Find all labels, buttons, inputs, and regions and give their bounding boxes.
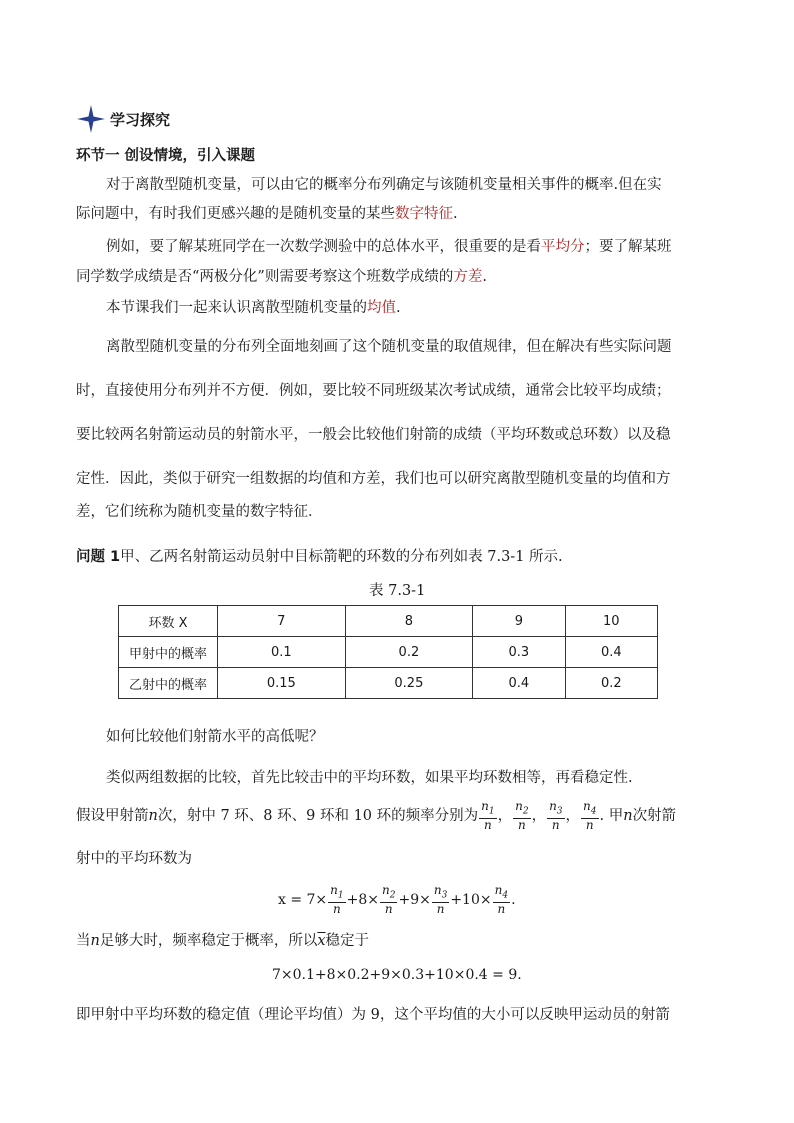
paragraph-3: 本节课我们一起来认识离散型随机变量的均值. [106, 300, 401, 316]
row-label: 乙射中的概率 [119, 668, 218, 699]
table-cell: 0.1 [218, 637, 346, 668]
paragraph-1-line-1: 对于离散型随机变量，可以由它的概率分布列确定与该随机变量相关事件的概率.但在实 [106, 177, 662, 193]
table-header-label: 环数 X [119, 606, 218, 637]
paragraph-8: 即甲射中平均环数的稳定值（理论平均值）为 9，这个平均值的大小可以反映甲运动员的射箭 [76, 1007, 670, 1023]
distribution-table [118, 605, 658, 699]
highlight-term: 均值 [367, 300, 396, 316]
fraction: $\frac{n_1}{n}$ [330, 883, 344, 917]
table-cell: 0.25 [345, 668, 473, 699]
formula-mean: x = 7× $\frac{n_1}{n}$ +8× $\frac{n_2}{n}$ +9× $\frac{n_3}{n}$ +10× $\frac{n_4}{n}$ . [278, 883, 516, 917]
paragraph-6-line-1: 假设甲射箭 n 次，射中 7 环、8 环、9 环和 10 环的频率分别为 $\frac{n_1}{n}$ ， $\frac{n_2}{n}$ ， $\frac{n_3}{n}$ ， $\frac{n_4}{n}$ . 甲 n 次射箭 [76, 799, 677, 833]
table-cell: 0.4 [473, 668, 565, 699]
table-cell: 0.15 [218, 668, 346, 699]
table-header-cell: 10 [565, 606, 657, 637]
fraction: $\frac{n_4}{n}$ [583, 799, 597, 833]
paragraph-4-line-4: 定性．因此，类似于研究一组数据的均值和方差，我们也可以研究离散型随机变量的均值和方 [76, 471, 671, 487]
paragraph-2-line-2: 同学数学成绩是否“两极分化”则需要考察这个班数学成绩的方差. [76, 269, 487, 285]
problem-label: 问题 1 [76, 549, 121, 565]
problem-1: 问题 1甲、乙两名射箭运动员射中目标箭靶的环数的分布列如表 7.3-1 所示. [76, 549, 563, 565]
fraction: $\frac{n_4}{n}$ [494, 883, 509, 917]
row-label: 甲射中的概率 [119, 637, 218, 668]
paragraph-4-line-3: 要比较两名射箭运动员的射箭水平，一般会比较他们射箭的成绩（平均环数或总环数）以及稳 [76, 427, 671, 443]
section-title: 学习探究 [110, 110, 171, 129]
table-caption: 表 7.3-1 [369, 583, 426, 599]
fraction: $\frac{n_2}{n}$ [515, 799, 529, 833]
paragraph-1-line-2: 际问题中，有时我们更感兴趣的是随机变量的某些数字特征. [76, 206, 458, 222]
section-header [76, 104, 170, 134]
formula-expected-value: 7×0.1+8×0.2+9×0.3+10×0.4 = 9. [272, 967, 522, 983]
table-header-row [119, 606, 658, 637]
fraction: $\frac{n_3}{n}$ [549, 799, 563, 833]
table-header-cell: 8 [345, 606, 473, 637]
highlight-term: 方差 [453, 269, 483, 285]
fraction: $\frac{n_2}{n}$ [382, 883, 396, 917]
paragraph-4-line-2: 时，直接使用分布列并不方便．例如，要比较不同班级某次考试成绩，通常会比较平均成绩； [76, 383, 671, 399]
question-text: 如何比较他们射箭水平的高低呢？ [106, 729, 324, 745]
paragraph-4-line-1: 离散型随机变量的分布列全面地刻画了这个随机变量的取值规律，但在解决有些实际问题 [106, 339, 672, 355]
fraction: $\frac{n_1}{n}$ [481, 799, 495, 833]
table-cell: 0.3 [473, 637, 565, 668]
table-header-cell: 9 [473, 606, 565, 637]
table-row [119, 668, 658, 699]
fraction: $\frac{n_3}{n}$ [433, 883, 448, 917]
table-cell: 0.4 [565, 637, 657, 668]
paragraph-5: 类似两组数据的比较，首先比较击中的平均环数，如果平均环数相等，再看稳定性. [106, 770, 633, 786]
table-row [119, 637, 658, 668]
link-heading: 环节一 创设情境，引入课题 [76, 148, 256, 164]
paragraph-4-line-5: 差，它们统称为随机变量的数字特征． [76, 504, 323, 520]
table-cell: 0.2 [565, 668, 657, 699]
four-point-star-icon [76, 104, 106, 134]
highlight-term: 平均分 [541, 239, 585, 255]
table-cell: 0.2 [345, 637, 473, 668]
paragraph-6-line-2: 射中的平均环数为 [76, 851, 192, 867]
paragraph-7: 当n足够大时，频率稳定于概率，所以$\overline{x}$稳定于 [76, 933, 370, 949]
highlight-term: 数字特征 [395, 206, 453, 222]
table-header-cell: 7 [218, 606, 346, 637]
paragraph-2-line-1: 例如，要了解某班同学在一次数学测验中的总体水平，很重要的是看平均分；要了解某班 [106, 239, 672, 255]
